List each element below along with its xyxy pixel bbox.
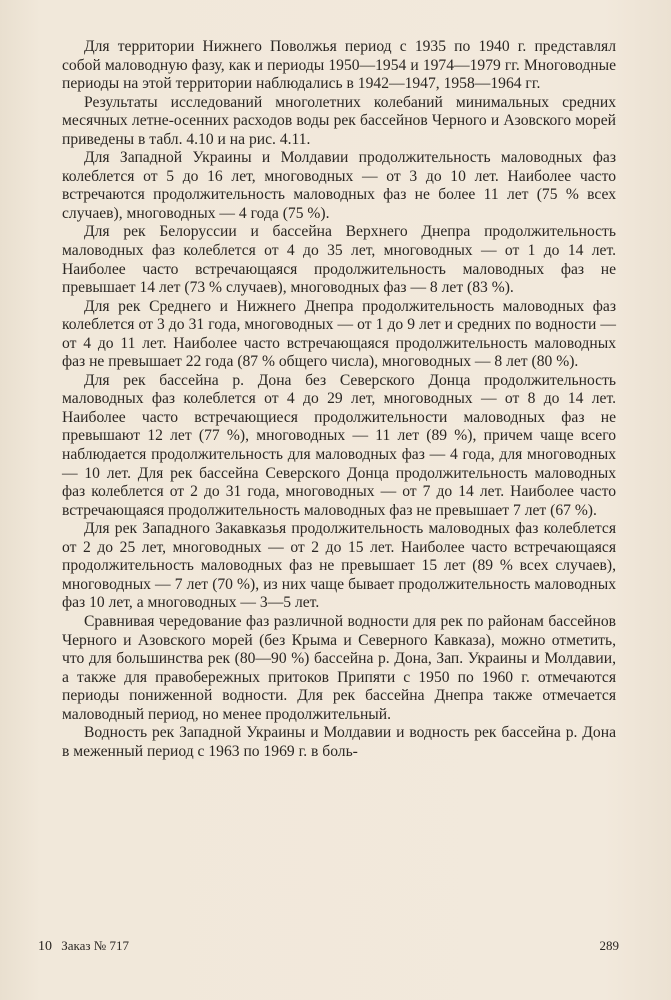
paragraph-1: Для территории Нижнего Поволжья период с 1935 по 1940 г. представлял собой маловодную фазу, как и периоды 1950—1954 и 1974—1979 гг. Многоводные периоды на этой территории наблюдались в 1942—1947, 1958—1964 гг. [62,38,616,93]
paragraph-7: Для рек Западного Закавказья продолжительность маловодных фаз колеблется от 2 до 25 лет, многоводных — от 2 до 15 лет. Наиболее часто встречающаяся продолжительность маловодных фаз не превышает 15 лет (89 % всех случаев), многоводных — 7 лет (70 %), из них чаще бывает продолжительность маловодных фаз 10 лет, а многоводных — 3—5 лет. [62,520,616,612]
paragraph-8: Сравнивая чередование фаз различной водности для рек по районам бассейнов Черного и Азовского морей (без Крыма и Северного Кавказа), можно отметить, что для большинства рек (80—90 %) бассейна р. Дона, Зап. Украины и Молдавии, а также для правобережных притоков Припяти с 1950 по 1960 г. отмечаются периоды пониженной водности. Для рек бассейна Днепра также отмечается маловодный период, но менее продолжительный. [62,612,616,723]
paragraph-4: Для рек Белоруссии и бассейна Верхнего Днепра продолжительность маловодных фаз колеблется от 4 до 35 лет, многоводных — от 1 до 14 лет. Наиболее часто встречающаяся продолжительность маловодных фаз не превышает 14 лет (73 % случаев), многоводных фаз — 8 лет (83 %). [62,223,616,297]
paragraph-2: Результаты исследований многолетних колебаний минимальных средних месячных летне-осенних расходов воды рек бассейнов Черного и Азовского морей приведены в табл. 4.10 и на рис. 4.11. [62,93,616,148]
order-label: Заказ № 717 [61,938,129,953]
paragraph-6: Для рек бассейна р. Дона без Северского Донца продолжительность маловодных фаз колеблется от 4 до 29 лет, многоводных — от 8 до 14 лет. Наиболее часто встречающиеся продолжительности маловодных фаз не превышают 12 лет (77 %), многоводных — 11 лет (89 %), причем чаще всего наблюдается продолжительность для маловодных фаз — 4 года, для многоводных — 10 лет. Для рек бассейна Северского Донца продолжительность маловодных фаз колеблется от 2 до 31 года, многоводных — от 7 до 14 лет. Наиболее часто встречающаяся продолжительность маловодных фаз не превышает 7 лет (67 %). [62,371,616,519]
paragraph-5: Для рек Среднего и Нижнего Днепра продолжительность маловодных фаз колеблется от 3 до 31 года, многоводных — от 1 до 9 лет и средних по водности — от 4 до 11 лет. Наиболее часто встречающаяся продолжительность маловодных фаз не превышает 22 года (87 % общего числа), многоводных — 8 лет (80 %). [62,297,616,371]
page-footer [38,938,619,955]
paragraph-3: Для Западной Украины и Молдавии продолжительность маловодных фаз колеблется от 5 до 16 лет, многоводных — от 3 до 10 лет. Наиболее часто встречаются продолжительность маловодных фаз не более 11 лет (75 % всех случаев), многоводных — 4 года (75 %). [62,149,616,222]
signature-number: 10 [38,939,52,954]
page-body-text [62,38,616,761]
printer-signature [38,938,129,955]
page-number: 289 [599,938,619,953]
paragraph-9: Водность рек Западной Украины и Молдавии и водность рек бассейна р. Дона в меженный период с 1963 по 1969 г. в боль- [62,724,616,760]
